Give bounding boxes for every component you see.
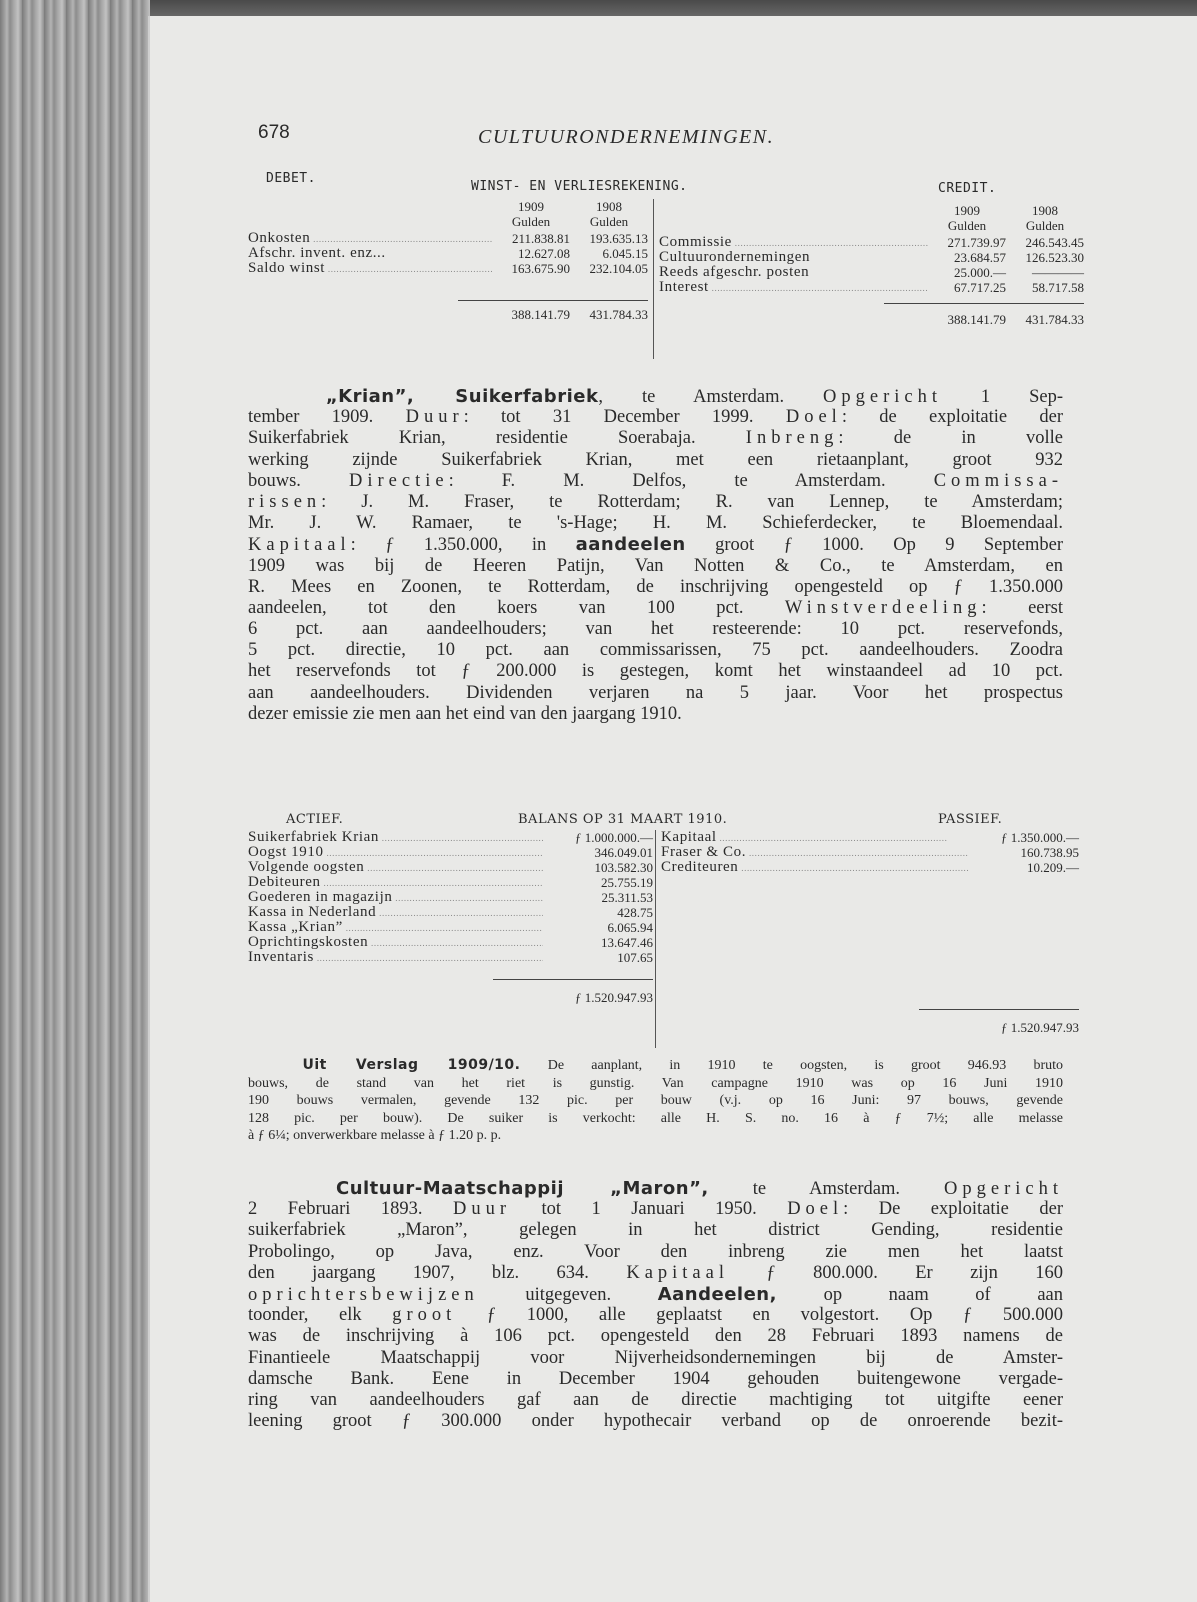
table-row: Kassa „Krian” ..... 6.065.94 <box>248 920 653 935</box>
text-line: Cultuur-Maatschappij „Maron”, te Amsterdam. Opgericht <box>335 1178 1063 1199</box>
text-line: was de inschrijving à 106 pct. opengesteld den 28 Februari 1893 namens de <box>248 1326 1063 1347</box>
page-number: 678 <box>258 122 290 143</box>
table-row: Interest ..... 67.717.25 58.717.58 <box>659 280 1084 295</box>
actief-total: ƒ 1.520.947.93 <box>575 990 653 1005</box>
text-line: suikerfabriek „Maron”, gelegen in het district Gending, residentie <box>248 1220 1063 1241</box>
text-line: het reservefonds tot ƒ 200.000 is gestegen, komt het winstaandeel ad 10 pct. <box>248 661 1063 682</box>
text-line: damsche Bank. Eene in December 1904 gehouden buitengewone vergade- <box>248 1368 1063 1389</box>
text-line: aandeelen, tot den koers van 100 pct. Winstverdeeling: eerst <box>248 597 1063 618</box>
col-unit: Gulden <box>589 214 629 229</box>
col-year-1908: 1908 <box>596 199 622 214</box>
actief-side <box>248 830 653 1006</box>
text-line: 2 Februari 1893. Duur tot 1 Januari 1950. Doel: De exploitatie der <box>248 1199 1063 1220</box>
table-row: Crediteuren ..... 10.209.— <box>661 860 1079 875</box>
table-row: Debiteuren ..... 25.755.19 <box>248 875 653 890</box>
total-rule <box>919 1009 1079 1010</box>
debit-col-years <box>248 199 648 214</box>
running-title: CULTUURONDERNEMINGEN. <box>478 126 775 148</box>
text-line: Mr. J. W. Ramaer, te 's-Hage; H. M. Schieferdecker, te Bloemendaal. <box>248 513 1063 534</box>
text-line: ring van aandeelhouders gaf aan de directie machtiging tot uitgifte eener <box>248 1389 1063 1410</box>
text-line: den jaargang 1907, blz. 634. Kapitaal ƒ 800.000. Er zijn 160 <box>248 1262 1063 1283</box>
text-line: Finantieele Maatschappij voor Nijverheidsondernemingen bij de Amster- <box>248 1347 1063 1368</box>
text-line: 5 pct. directie, 10 pct. aan commissarissen, 75 pct. aandeelhouders. Zoodra <box>248 640 1063 661</box>
text-line: werking zijnde Suikerfabriek Krian, met een rietaanplant, groot 932 <box>248 449 1063 470</box>
table-row: Fraser & Co. ..... 160.738.95 <box>661 845 1079 860</box>
debit-total: 388.141.79 431.784.33 <box>511 307 648 322</box>
passief-total: ƒ 1.520.947.93 <box>1001 1020 1079 1035</box>
table-row: Saldo winst ..... 163.675.90 232.104.05 <box>248 261 648 276</box>
maron-entry <box>248 1178 1063 1432</box>
credit-col-years: 1909 1908 <box>954 203 1058 218</box>
col-year-1909: 1909 <box>518 199 544 214</box>
credit-label: CREDIT. <box>938 181 997 196</box>
table-row: Kapitaal ..... ƒ 1.350.000.— <box>661 830 1079 845</box>
krian-entry <box>248 386 1063 725</box>
total-rule <box>884 303 1084 304</box>
table-row: Reeds afgeschr. posten 25.000.— ———— <box>659 265 1084 280</box>
text-line: toonder, elk groot ƒ 1000, alle geplaatst en volgestort. Op ƒ 500.000 <box>248 1305 1063 1326</box>
table-row: Kassa in Nederland ..... 428.75 <box>248 905 653 920</box>
text-line: aan aandeelhouders. Dividenden verjaren na 5 jaar. Voor het prospectus <box>248 682 1063 703</box>
debit-label: DEBET. <box>266 171 316 186</box>
text-line: bouws, de stand van het riet is gunstig. Van campagne 1910 was op 16 Juni 1910 <box>248 1075 1063 1091</box>
text-line: Kapitaal: ƒ 1.350.000, in aandeelen groot ƒ 1000. Op 9 September <box>248 534 1063 556</box>
total-rule <box>493 979 653 980</box>
text-line: bouws. Directie: F. M. Delfos, te Amsterdam. Commissa- <box>248 470 1063 491</box>
debit-col-units <box>248 214 648 231</box>
table-row: Afschr. invent. enz... 12.627.08 6.045.15 <box>248 246 648 261</box>
table-row: Oogst 1910 ..... 346.049.01 <box>248 845 653 860</box>
passief-side <box>655 830 1079 1048</box>
table-row: Oprichtingskosten ..... 13.647.46 <box>248 935 653 950</box>
text-line: 190 bouws vermalen, gevende 132 pic. per bouw (v.j. op 16 Juni: 97 bouws, gevende <box>248 1093 1063 1108</box>
debit-side <box>248 199 648 323</box>
text-line: tember 1909. Duur: tot 31 December 1999. Doel: de exploitatie der <box>248 407 1063 428</box>
table-row: Volgende oogsten ..... 103.582.30 <box>248 860 653 875</box>
total-rule <box>458 300 648 301</box>
table-row: Suikerfabriek Krian ..... ƒ 1.000.000.— <box>248 830 653 845</box>
text-line: Suikerfabriek Krian, residentie Soerabaja. Inbreng: de in volle <box>248 428 1063 449</box>
text-line: 128 pic. per bouw). De suiker is verkocht: alle H. S. no. 16 à ƒ 7½; alle melasse <box>248 1110 1063 1126</box>
passief-label: PASSIEF. <box>938 812 1003 827</box>
credit-col-units: Gulden Gulden <box>947 218 1065 233</box>
table-row: Inventaris ..... 107.65 <box>248 950 653 965</box>
text-line: 1909 was bij de Heeren Patijn, Van Notten & Co., te Amsterdam, en <box>248 555 1063 576</box>
text-line: oprichtersbewijzen uitgegeven. Aandeelen, op naam of aan <box>248 1283 1063 1305</box>
table-row: Commissie ..... 271.739.97 246.543.45 <box>659 235 1084 250</box>
running-header <box>248 104 1078 148</box>
text-line: R. Mees en Zoonen, te Rotterdam, de inschrijving opengesteld op ƒ 1.350.000 <box>248 576 1063 597</box>
text-line: rissen: J. M. Fraser, te Rotterdam; R. van Lennep, te Amsterdam; <box>248 491 1063 512</box>
book-page-edges <box>0 0 150 1602</box>
col-unit: Gulden <box>511 214 551 229</box>
book-page <box>148 16 1197 1602</box>
table-row: Onkosten ..... 211.838.81 193.635.13 <box>248 231 648 246</box>
balance-title: BALANS OP 31 MAART 1910. <box>518 812 728 827</box>
text-line: Uit Verslag 1909/10. De aanplant, in 1910 te oogsten, is groot 946.93 bruto <box>302 1057 1063 1073</box>
table-row: Goederen in magazijn ..... 25.311.53 <box>248 890 653 905</box>
text-line: Probolingo, op Java, enz. Voor den inbreng zie men het laatst <box>248 1241 1063 1262</box>
text-line: leening groot ƒ 300.000 onder hypothecair verband op de onroerende bezit- <box>248 1411 1063 1432</box>
verslag-entry <box>248 1057 1063 1145</box>
credit-total: 388.141.79 431.784.33 <box>947 312 1084 327</box>
text-line: à ƒ 6¼; onverwerkbare melasse à ƒ 1.20 p. p. <box>248 1128 502 1143</box>
text-line: „Krian”, Suikerfabriek, te Amsterdam. Opgericht 1 Sep- <box>325 386 1063 407</box>
credit-side <box>653 199 1084 359</box>
actief-label: ACTIEF. <box>286 812 344 827</box>
text-line: dezer emissie zie men aan het eind van den jaargang 1910. <box>248 703 682 724</box>
pl-title: WINST- EN VERLIESREKENING. <box>471 179 688 194</box>
text-line: 6 pct. aan aandeelhouders; van het resteerende: 10 pct. reservefonds, <box>248 619 1063 640</box>
table-row: Cultuurondernemingen 23.684.57 126.523.30 <box>659 250 1084 265</box>
